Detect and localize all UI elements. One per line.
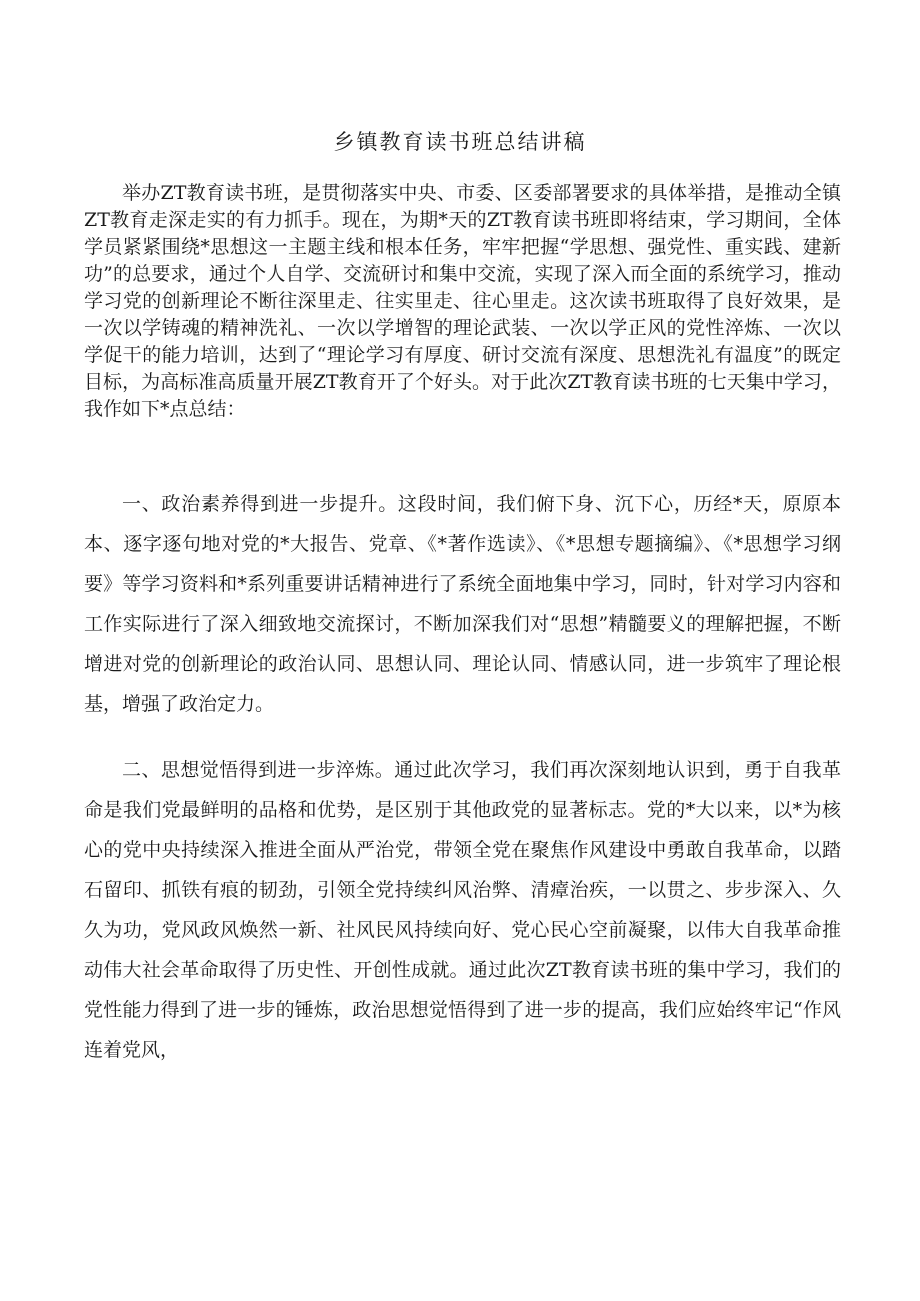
document-title: 乡镇教育读书班总结讲稿: [333, 130, 587, 154]
intro-paragraph: 举办ZT教育读书班，是贯彻落实中央、市委、区委部署要求的具体举措，是推动全镇ZT教育走深走实的有力抓手。现在，为期*天的ZT教育读书班即将结束，学习期间，全体学员紧紧围绕*思想这一主题主线和根本任务，牢牢把握“学思想、强党性、重实践、建新功”的总要求，通过个人自学、交流研讨和集中交流，实现了深入而全面的系统学习，推动学习党的创新理论不断往深里走、往实里走、往心里走。这次读书班取得了良好效果，是一次以学铸魂的精神洗礼、一次以学增智的理论武装、一次以学正风的党性淬炼、一次以学促干的能力培训，达到了“理论学习有厚度、研讨交流有深度、思想洗礼有温度”的既定目标，为高标准高质量开展ZT教育开了个好头。对于此次ZT教育读书班的七天集中学习，我作如下*点总结：: [84, 182, 841, 420]
section-one-paragraph: 一、政治素养得到进一步提升。这段时间，我们俯下身、沉下心，历经*天，原原本本、逐字逐句地对党的*大报告、党章、《*著作选读》、《*思想专题摘编》、《*思想学习纲要》等学习资料和*系列重要讲话精神进行了系统全面地集中学习，同时，针对学习内容和工作实际进行了深入细致地交流探讨，不断加深我们对“思想”精髓要义的理解把握，不断增进对党的创新理论的政治认同、思想认同、理论认同、情感认同，进一步筑牢了理论根基，增强了政治定力。: [84, 493, 841, 715]
section-two-paragraph: 二、思想觉悟得到进一步淬炼。通过此次学习，我们再次深刻地认识到，勇于自我革命是我们党最鲜明的品格和优势，是区别于其他政党的显著标志。党的*大以来，以*为核心的党中央持续深入推进全面从严治党，带领全党在聚焦作风建设中勇敢自我革命，以踏石留印、抓铁有痕的韧劲，引领全党持续纠风治弊、清瘴治疾，一以贯之、步步深入、久久为功，党风政风焕然一新、社风民风持续向好、党心民心空前凝聚，以伟大自我革命推动伟大社会革命取得了历史性、开创性成就。通过此次ZT教育读书班的集中学习，我们的党性能力得到了进一步的锤炼，政治思想觉悟得到了进一步的提高，我们应始终牢记“作风连着党风，: [84, 759, 841, 1061]
